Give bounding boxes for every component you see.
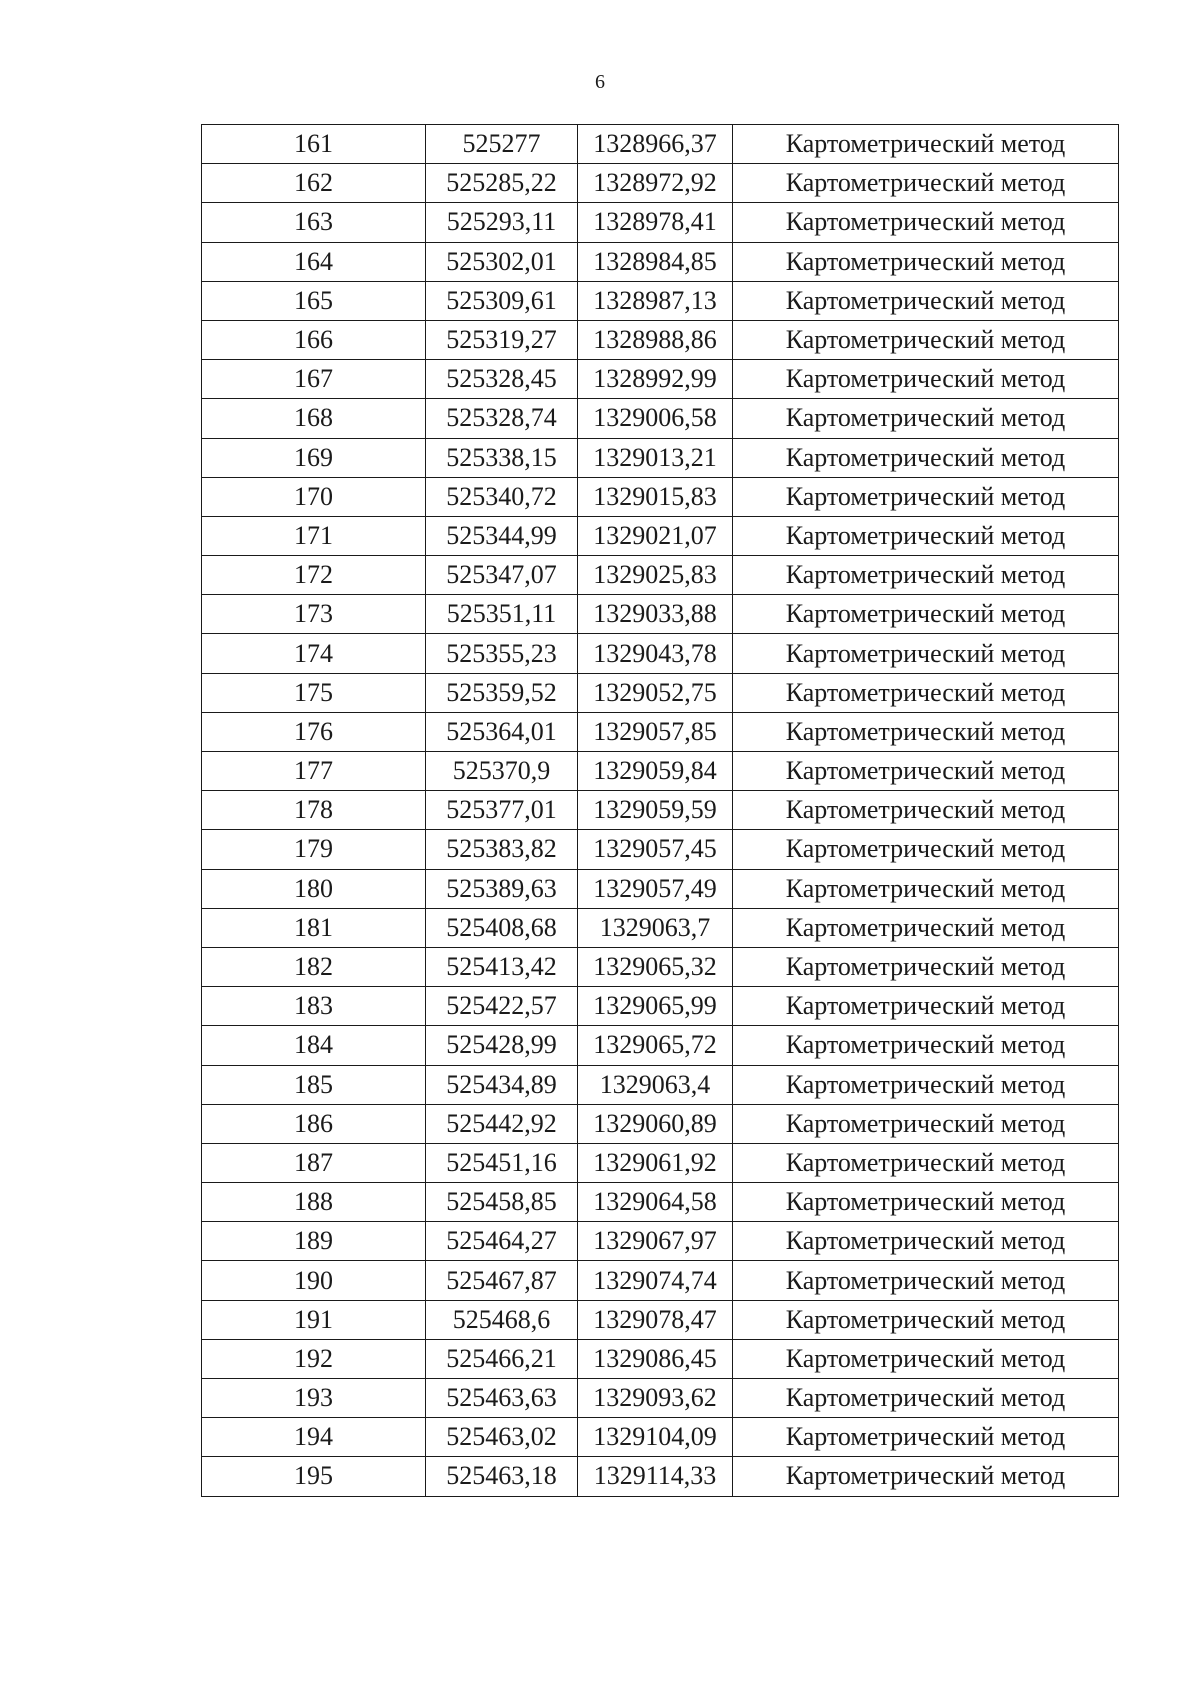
table-row [202,1418,1119,1457]
method-cell: Картометрический метод [733,516,1119,555]
y-coordinate-cell: 1329025,83 [578,556,733,595]
x-coordinate-cell: 525377,01 [426,791,578,830]
x-coordinate-cell: 525351,11 [426,595,578,634]
point-number-cell: 168 [202,399,426,438]
table-row [202,987,1119,1026]
y-coordinate-cell: 1329013,21 [578,438,733,477]
y-coordinate-cell: 1328972,92 [578,164,733,203]
method-cell: Картометрический метод [733,1300,1119,1339]
method-cell: Картометрический метод [733,1104,1119,1143]
table-row [202,242,1119,281]
point-number-cell: 188 [202,1183,426,1222]
point-number-cell: 178 [202,791,426,830]
point-number-cell: 176 [202,712,426,751]
method-cell: Картометрический метод [733,556,1119,595]
table-row [202,1379,1119,1418]
table-row [202,1457,1119,1496]
y-coordinate-cell: 1329060,89 [578,1104,733,1143]
method-cell: Картометрический метод [733,1457,1119,1496]
point-number-cell: 175 [202,673,426,712]
x-coordinate-cell: 525347,07 [426,556,578,595]
x-coordinate-cell: 525293,11 [426,203,578,242]
table-row [202,791,1119,830]
x-coordinate-cell: 525468,6 [426,1300,578,1339]
table-row [202,908,1119,947]
x-coordinate-cell: 525442,92 [426,1104,578,1143]
method-cell: Картометрический метод [733,830,1119,869]
method-cell: Картометрический метод [733,673,1119,712]
point-number-cell: 194 [202,1418,426,1457]
point-number-cell: 193 [202,1379,426,1418]
y-coordinate-cell: 1329059,84 [578,752,733,791]
y-coordinate-cell: 1328987,13 [578,281,733,320]
point-number-cell: 173 [202,595,426,634]
table-row [202,673,1119,712]
point-number-cell: 189 [202,1222,426,1261]
method-cell: Картометрический метод [733,1026,1119,1065]
x-coordinate-cell: 525413,42 [426,947,578,986]
x-coordinate-cell: 525463,63 [426,1379,578,1418]
point-number-cell: 170 [202,477,426,516]
point-number-cell: 190 [202,1261,426,1300]
x-coordinate-cell: 525328,74 [426,399,578,438]
method-cell: Картометрический метод [733,477,1119,516]
x-coordinate-cell: 525464,27 [426,1222,578,1261]
table-row [202,830,1119,869]
y-coordinate-cell: 1329061,92 [578,1143,733,1182]
coordinates-table-body [202,125,1119,1497]
method-cell: Картометрический метод [733,1418,1119,1457]
x-coordinate-cell: 525434,89 [426,1065,578,1104]
x-coordinate-cell: 525285,22 [426,164,578,203]
point-number-cell: 195 [202,1457,426,1496]
x-coordinate-cell: 525467,87 [426,1261,578,1300]
point-number-cell: 162 [202,164,426,203]
y-coordinate-cell: 1329086,45 [578,1339,733,1378]
method-cell: Картометрический метод [733,360,1119,399]
x-coordinate-cell: 525359,52 [426,673,578,712]
point-number-cell: 164 [202,242,426,281]
y-coordinate-cell: 1329093,62 [578,1379,733,1418]
point-number-cell: 184 [202,1026,426,1065]
method-cell: Картометрический метод [733,947,1119,986]
point-number-cell: 169 [202,438,426,477]
table-row [202,203,1119,242]
method-cell: Картометрический метод [733,712,1119,751]
y-coordinate-cell: 1329064,58 [578,1183,733,1222]
point-number-cell: 180 [202,869,426,908]
page-number: 6 [595,71,605,93]
point-number-cell: 187 [202,1143,426,1182]
method-cell: Картометрический метод [733,987,1119,1026]
x-coordinate-cell: 525364,01 [426,712,578,751]
point-number-cell: 179 [202,830,426,869]
point-number-cell: 185 [202,1065,426,1104]
y-coordinate-cell: 1329057,45 [578,830,733,869]
method-cell: Картометрический метод [733,634,1119,673]
method-cell: Картометрический метод [733,1261,1119,1300]
point-number-cell: 172 [202,556,426,595]
x-coordinate-cell: 525458,85 [426,1183,578,1222]
y-coordinate-cell: 1329067,97 [578,1222,733,1261]
x-coordinate-cell: 525422,57 [426,987,578,1026]
y-coordinate-cell: 1329063,4 [578,1065,733,1104]
table-row [202,1065,1119,1104]
method-cell: Картометрический метод [733,281,1119,320]
method-cell: Картометрический метод [733,1379,1119,1418]
method-cell: Картометрический метод [733,125,1119,164]
table-row [202,1261,1119,1300]
x-coordinate-cell: 525277 [426,125,578,164]
point-number-cell: 163 [202,203,426,242]
x-coordinate-cell: 525463,18 [426,1457,578,1496]
y-coordinate-cell: 1329015,83 [578,477,733,516]
y-coordinate-cell: 1328992,99 [578,360,733,399]
table-row [202,1104,1119,1143]
y-coordinate-cell: 1329059,59 [578,791,733,830]
x-coordinate-cell: 525383,82 [426,830,578,869]
method-cell: Картометрический метод [733,752,1119,791]
method-cell: Картометрический метод [733,1183,1119,1222]
y-coordinate-cell: 1329006,58 [578,399,733,438]
x-coordinate-cell: 525338,15 [426,438,578,477]
method-cell: Картометрический метод [733,1339,1119,1378]
y-coordinate-cell: 1329065,99 [578,987,733,1026]
table-row [202,1183,1119,1222]
table-row [202,869,1119,908]
x-coordinate-cell: 525328,45 [426,360,578,399]
method-cell: Картометрический метод [733,164,1119,203]
table-row [202,595,1119,634]
table-row [202,556,1119,595]
y-coordinate-cell: 1329052,75 [578,673,733,712]
table-row [202,752,1119,791]
method-cell: Картометрический метод [733,203,1119,242]
x-coordinate-cell: 525370,9 [426,752,578,791]
point-number-cell: 167 [202,360,426,399]
point-number-cell: 183 [202,987,426,1026]
table-row [202,360,1119,399]
x-coordinate-cell: 525319,27 [426,320,578,359]
table-row [202,634,1119,673]
point-number-cell: 161 [202,125,426,164]
table-row [202,320,1119,359]
y-coordinate-cell: 1328978,41 [578,203,733,242]
x-coordinate-cell: 525428,99 [426,1026,578,1065]
method-cell: Картометрический метод [733,869,1119,908]
x-coordinate-cell: 525451,16 [426,1143,578,1182]
point-number-cell: 165 [202,281,426,320]
y-coordinate-cell: 1329114,33 [578,1457,733,1496]
y-coordinate-cell: 1329021,07 [578,516,733,555]
y-coordinate-cell: 1329104,09 [578,1418,733,1457]
table-row [202,399,1119,438]
method-cell: Картометрический метод [733,791,1119,830]
y-coordinate-cell: 1329043,78 [578,634,733,673]
method-cell: Картометрический метод [733,242,1119,281]
x-coordinate-cell: 525463,02 [426,1418,578,1457]
table-row [202,712,1119,751]
method-cell: Картометрический метод [733,1065,1119,1104]
table-row [202,438,1119,477]
x-coordinate-cell: 525355,23 [426,634,578,673]
x-coordinate-cell: 525466,21 [426,1339,578,1378]
point-number-cell: 166 [202,320,426,359]
point-number-cell: 171 [202,516,426,555]
table-row [202,516,1119,555]
x-coordinate-cell: 525309,61 [426,281,578,320]
y-coordinate-cell: 1328984,85 [578,242,733,281]
method-cell: Картометрический метод [733,595,1119,634]
point-number-cell: 186 [202,1104,426,1143]
y-coordinate-cell: 1329057,49 [578,869,733,908]
y-coordinate-cell: 1329033,88 [578,595,733,634]
y-coordinate-cell: 1329063,7 [578,908,733,947]
point-number-cell: 181 [202,908,426,947]
table-row [202,477,1119,516]
method-cell: Картометрический метод [733,438,1119,477]
y-coordinate-cell: 1329057,85 [578,712,733,751]
x-coordinate-cell: 525408,68 [426,908,578,947]
table-row [202,1026,1119,1065]
point-number-cell: 174 [202,634,426,673]
point-number-cell: 182 [202,947,426,986]
table-row [202,281,1119,320]
coordinates-table [201,124,1119,1497]
table-row [202,1339,1119,1378]
point-number-cell: 191 [202,1300,426,1339]
point-number-cell: 177 [202,752,426,791]
x-coordinate-cell: 525302,01 [426,242,578,281]
table-row [202,1222,1119,1261]
method-cell: Картометрический метод [733,320,1119,359]
y-coordinate-cell: 1329065,72 [578,1026,733,1065]
method-cell: Картометрический метод [733,1222,1119,1261]
table-row [202,125,1119,164]
method-cell: Картометрический метод [733,1143,1119,1182]
table-row [202,947,1119,986]
method-cell: Картометрический метод [733,399,1119,438]
x-coordinate-cell: 525340,72 [426,477,578,516]
x-coordinate-cell: 525344,99 [426,516,578,555]
y-coordinate-cell: 1328966,37 [578,125,733,164]
y-coordinate-cell: 1328988,86 [578,320,733,359]
x-coordinate-cell: 525389,63 [426,869,578,908]
y-coordinate-cell: 1329065,32 [578,947,733,986]
method-cell: Картометрический метод [733,908,1119,947]
point-number-cell: 192 [202,1339,426,1378]
table-row [202,164,1119,203]
y-coordinate-cell: 1329078,47 [578,1300,733,1339]
y-coordinate-cell: 1329074,74 [578,1261,733,1300]
table-row [202,1300,1119,1339]
table-row [202,1143,1119,1182]
